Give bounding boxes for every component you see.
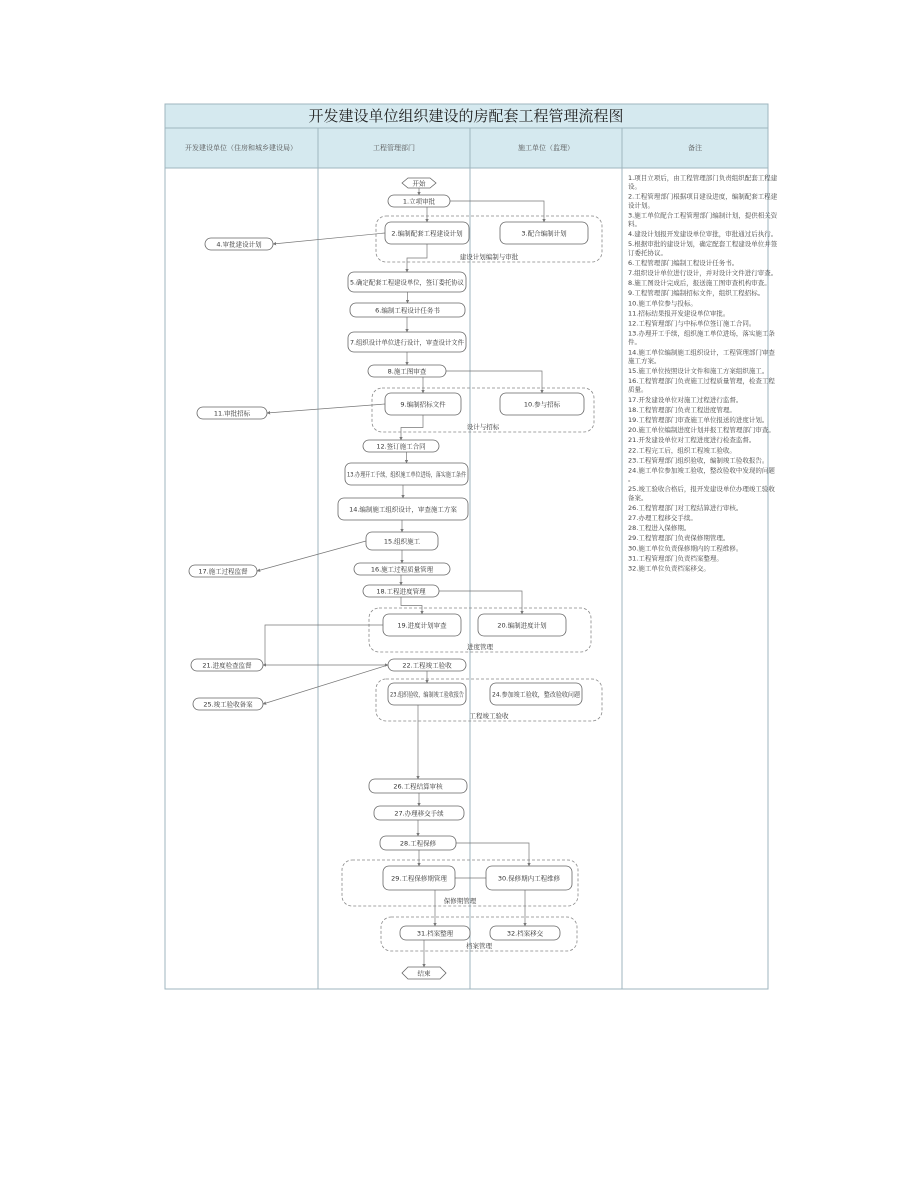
node-label: 3.配合编制计划 [521,229,567,238]
node-n9 [385,393,461,415]
node-label: 18.工程进度管理 [376,587,426,596]
node-label: 2.编制配套工程建设计划 [391,229,463,238]
note-18: 18.工程管理部门负责工程进度管理。 [628,405,736,414]
note-5: 5.根据审批的建设计划，确定配套工程建设单位并签订委托协议。 [628,240,778,257]
node-n6 [350,303,465,317]
note-26: 26.工程管理部门对工程结算进行审核。 [628,503,743,512]
note-28: 28.工程进入保修期。 [628,524,691,533]
node-n29 [383,866,455,890]
node-n7 [348,332,466,352]
node-n23 [388,683,485,705]
note-16: 16.工程管理部门负责施工过程质量管理，检查工程质量。 [628,377,775,394]
node-label: 6.编制工程设计任务书 [375,306,440,315]
node-label: 开始 [412,179,426,188]
node-n3 [500,222,588,244]
node-n21 [191,659,263,671]
node-label: 25.竣工验收备案 [203,700,253,709]
note-12: 12.工程管理部门与中标单位签订施工合同。 [628,319,756,328]
note-1: 1.项目立项后，由工程管理部门负责组织配套工程建设。 [628,174,778,191]
note-11: 11.招标结果报开发建设单位审批。 [628,309,730,318]
node-n26 [369,779,467,793]
node-label: 7.组织设计单位进行设计，审查设计文件 [350,338,467,347]
node-label: 29.工程保修期管理 [391,874,447,883]
diagram-title: 开发建设单位组织建设的房配套工程管理流程图 [308,107,624,125]
node-n11 [197,407,267,419]
node-label: 结束 [417,969,431,978]
node-n31 [400,926,470,940]
node-n25 [193,698,263,710]
node-start [402,178,436,188]
node-n5 [348,272,466,292]
node-label: 26.工程结算审核 [393,782,443,791]
node-label: 14.编制施工组织设计，审查施工方案 [349,505,457,514]
note-3: 3.施工单位配合工程管理部门编制计划，提供相关资料。 [628,211,778,228]
note-21: 21.开发建设单位对工程进度进行检查监督。 [628,436,756,445]
node-n19 [383,614,461,636]
lane-header-owner: 开发建设单位（住房和城乡建设局） [185,144,297,152]
node-n14 [338,498,468,520]
note-7: 7.组织设计单位进行设计，并对设计文件进行审查。 [628,269,778,277]
node-n27 [374,806,464,820]
group-label-g1: 建设计划编制与审批 [459,253,519,261]
node-n24 [490,683,587,705]
node-n30 [486,866,572,890]
node-label: 21.进度检查监督 [202,661,252,670]
node-n12 [363,440,439,452]
node-label: 27.办理移交手续 [394,809,444,818]
node-n32 [490,926,560,940]
lane-header-notes: 备注 [688,144,702,152]
note-13: 13.办理开工手续，组织施工单位进场，落实施工条件。 [628,329,775,347]
node-label: 4.审批建设计划 [216,240,262,249]
node-label: 1.立项审批 [402,197,436,206]
note-17: 17.开发建设单位对施工过程进行监督。 [628,395,743,404]
node-n17 [189,565,257,577]
node-label: 11.审批招标 [213,409,251,418]
note-15: 15.施工单位按照设计文件和施工方案组织施工。 [628,367,769,375]
note-32: 32.施工单位负责档案移交。 [628,564,710,573]
group-label-g4: 工程竣工验收 [469,712,509,720]
node-n13 [345,463,501,485]
note-22: 22.工程完工后，组织工程竣工验收。 [628,446,736,455]
node-label: 16.施工过程质量管理 [370,565,434,574]
node-n16 [354,563,450,575]
node-label: 19.进度计划审查 [397,621,447,630]
node-n10 [500,393,584,415]
node-n22 [388,659,466,671]
node-label: 20.编制进度计划 [497,621,547,630]
note-10: 10.施工单位参与投标。 [628,299,697,308]
note-24: 24.施工单位参加竣工验收，整改验收中发现的问题。 [628,466,775,484]
node-label: 31.档案整理 [416,929,454,938]
node-label: 13.办理开工手续，组织施工单位进场，落实施工条件 [347,470,501,479]
node-n18 [363,585,439,597]
node-n2 [385,222,469,244]
group-label-g5: 保修期管理 [443,897,477,905]
note-14: 14.施工单位编制施工组织设计，工程管理部门审查施工方案。 [628,348,775,365]
node-n20 [478,614,566,636]
lane-header-mgmt: 工程管理部门 [373,144,415,152]
note-30: 30.施工单位负责保修期内的工程维修。 [628,544,743,553]
node-label: 24.参加竣工验收，整改验收问题 [492,690,587,699]
note-27: 27.办理工程移交手续。 [628,514,697,522]
note-20: 20.施工单位编制进度计划并报工程管理部门审查。 [628,426,775,435]
note-4: 4.建设计划报开发建设单位审批，审批通过后执行。 [628,230,778,239]
node-label: 23.组织验收，编制竣工验收报告 [390,690,485,699]
note-31: 31.工程管理部门负责档案整理。 [628,554,723,563]
note-23: 23.工程管理部门组织验收，编制竣工验收报告。 [628,456,769,465]
note-6: 6.工程管理部门编制工程设计任务书。 [628,258,739,267]
node-n28 [380,836,456,850]
node-n15 [366,532,438,550]
node-label: 30.保修期内工程维修 [497,874,561,883]
node-end [402,967,446,979]
note-8: 8.施工图设计完成后，报送施工图审查机构审查。 [628,279,771,288]
node-n8 [368,365,446,377]
note-9: 9.工程管理部门编制招标文件，组织工程招标。 [628,289,765,298]
node-label: 32.档案移交 [506,929,544,938]
node-label: 12.签订施工合同 [376,442,426,451]
group-label-g6: 档案管理 [466,942,492,950]
note-19: 19.工程管理部门审查施工单位报送的进度计划。 [628,416,769,424]
note-25: 25.竣工验收合格后，报开发建设单位办理竣工验收备案。 [628,485,775,502]
node-label: 22.工程竣工验收 [402,661,452,670]
node-label: 17.施工过程监督 [198,567,248,576]
group-label-g2: 设计与招标 [466,423,500,431]
node-n1 [388,195,450,207]
lane-header-contractor: 施工单位（监理） [518,144,574,152]
node-n4 [205,238,273,250]
node-label: 5.确定配套工程建设单位，签订委托协议 [350,278,467,287]
node-label: 8.施工图审查 [387,367,427,376]
note-29: 29.工程管理部门负责保修期管理。 [628,534,730,543]
note-2: 2.工程管理部门根据项目建设进度，编制配套工程建设计划。 [628,192,778,210]
node-label: 9.编制招标文件 [400,400,446,409]
node-label: 10.参与招标 [523,400,561,409]
group-label-g3: 进度管理 [467,643,493,651]
node-label: 28.工程保修 [399,839,437,848]
node-label: 15.组织施工 [383,537,421,546]
